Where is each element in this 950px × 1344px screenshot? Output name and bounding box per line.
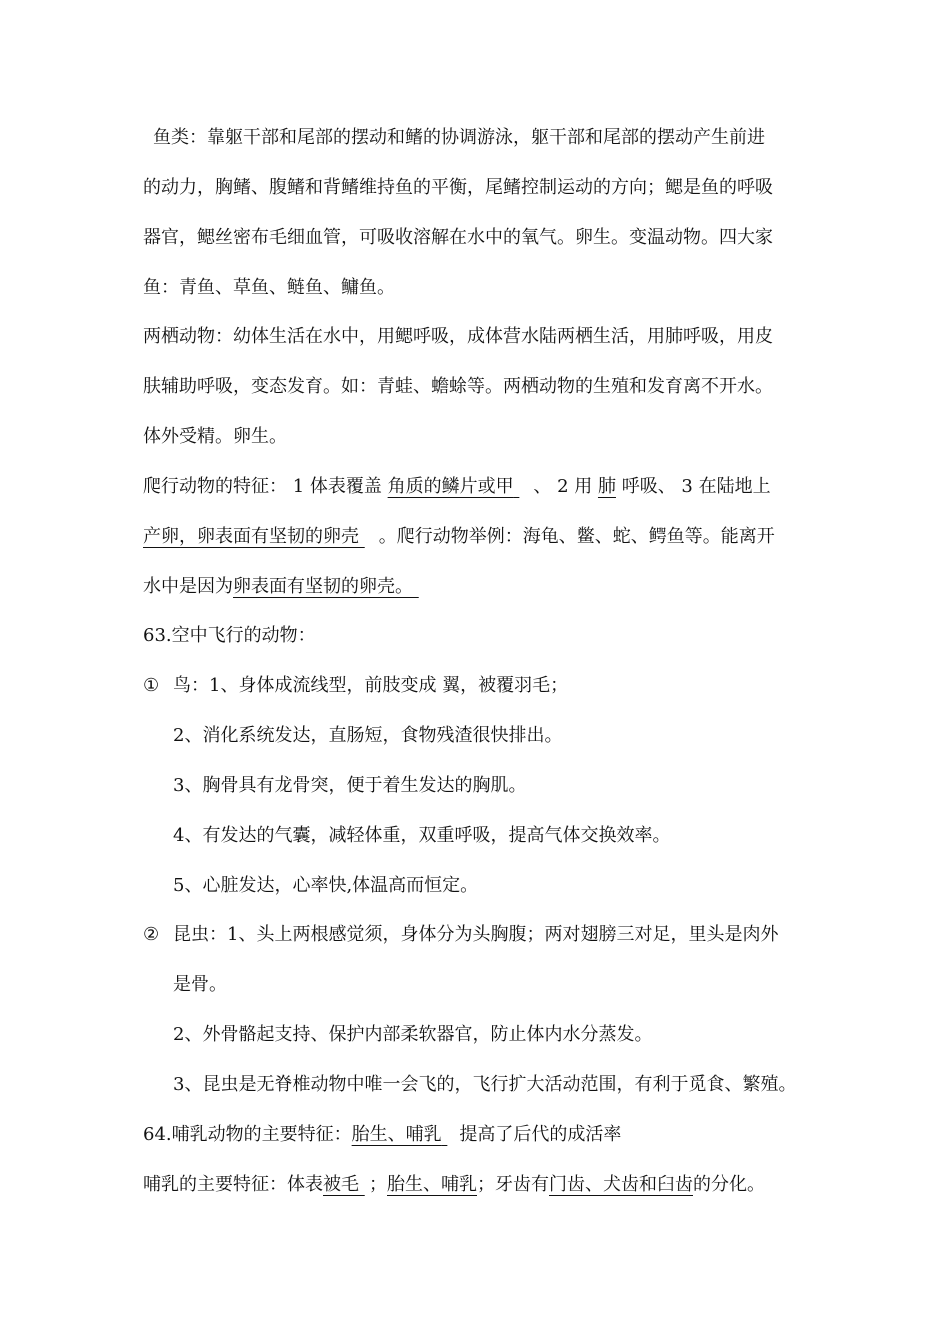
mammal-line-2-suffix: 的分化。 [693,1174,765,1195]
insect-line-3: 2、外骨骼起支持、保护内部柔软器官，防止体内水分蒸发。 [173,1024,653,1045]
insect-marker: ② [143,924,160,945]
mammal-line-1-suffix: 提高了后代的成活率 [453,1124,622,1145]
mammal-line-2-prefix: 哺乳的主要特征：体表 [143,1174,323,1195]
mammal-line-2 [143,1172,765,1198]
mammal-blank-nursing: 胎生、哺乳 [387,1174,477,1195]
reptile-blank-scales: 角质的鳞片或甲 [387,476,514,497]
flying-heading: 63.空中飞行的动物： [143,625,316,646]
reptile-mid-1: 、 2 用 [527,476,598,497]
reptile-line-2 [143,524,775,550]
fish-line-1: 鱼类：靠躯干部和尾部的摆动和鳍的协调游泳，躯干部和尾部的摆动产生前进 [153,127,765,148]
reptile-prefix: 爬行动物的特征： 1 体表覆盖 [143,476,388,497]
fish-line-3: 器官，鳃丝密布毛细血管，可吸收溶解在水中的氧气。卵生。变温动物。四大家 [143,227,773,248]
insect-line-4: 3、昆虫是无脊椎动物中唯一会飞的，飞行扩大活动范围，有利于觅食、繁殖。 [173,1074,797,1095]
mammal-mid-1: ； [369,1174,387,1195]
mammal-blank-viviparous: 胎生、哺乳 [351,1124,442,1145]
reptile-line-3 [143,574,421,600]
mammal-mid-2: ；牙齿有 [477,1174,549,1195]
mammal-blank-teeth: 门齿、犬齿和臼齿 [549,1174,693,1195]
mammal-blank-fur: 被毛 [323,1174,359,1195]
bird-line-3: 3、胸骨具有龙骨突，便于着生发达的胸肌。 [173,775,527,796]
reptile-mid-3: 。爬行动物举例：海龟、鳖、蛇、鳄鱼等。能离开 [373,526,775,547]
insect-line-2: 是骨。 [173,974,227,995]
reptile-blank-shell: 卵表面有坚韧的卵壳。 [233,576,413,597]
bird-line-4: 4、有发达的气囊，减轻体重，双重呼吸，提高气体交换效率。 [173,825,671,846]
bird-line-5: 5、心脏发达，心率快,体温高而恒定。 [173,875,479,896]
mammal-heading: 64.哺乳动物的主要特征： [143,1124,352,1145]
mammal-line-1 [143,1122,621,1148]
fish-line-2: 的动力，胸鳍、腹鳍和背鳍维持鱼的平衡，尾鳍控制运动的方向；鳃是鱼的呼吸 [143,177,773,198]
amphibian-line-2: 肤辅助呼吸，变态发育。如：青蛙、蟾蜍等。两栖动物的生殖和发育离不开水。 [143,376,773,397]
reptile-mid-2: 呼吸、 3 在陆地上 [615,476,771,497]
bird-line-1: 鸟：1、身体成流线型，前肢变成 翼，被覆羽毛； [173,675,569,696]
reptile-blank-lung: 肺 [597,476,616,497]
bird-marker: ① [143,675,160,696]
amphibian-line-3: 体外受精。卵生。 [143,426,287,447]
reptile-line-3-prefix: 水中是因为 [143,576,233,597]
fish-line-4: 鱼：青鱼、草鱼、鲢鱼、鳙鱼。 [143,277,395,298]
reptile-blank-eggs: 产卵，卵表面有坚韧的卵壳 [143,526,359,547]
reptile-line-1 [143,474,771,500]
bird-line-2: 2、消化系统发达，直肠短，食物残渣很快排出。 [173,725,563,746]
amphibian-line-1: 两栖动物：幼体生活在水中，用鳃呼吸，成体营水陆两栖生活，用肺呼吸，用皮 [143,326,773,347]
insect-line-1: 昆虫：1、头上两根感觉须，身体分为头胸腹；两对翅膀三对足，里头是肉外 [173,924,779,945]
